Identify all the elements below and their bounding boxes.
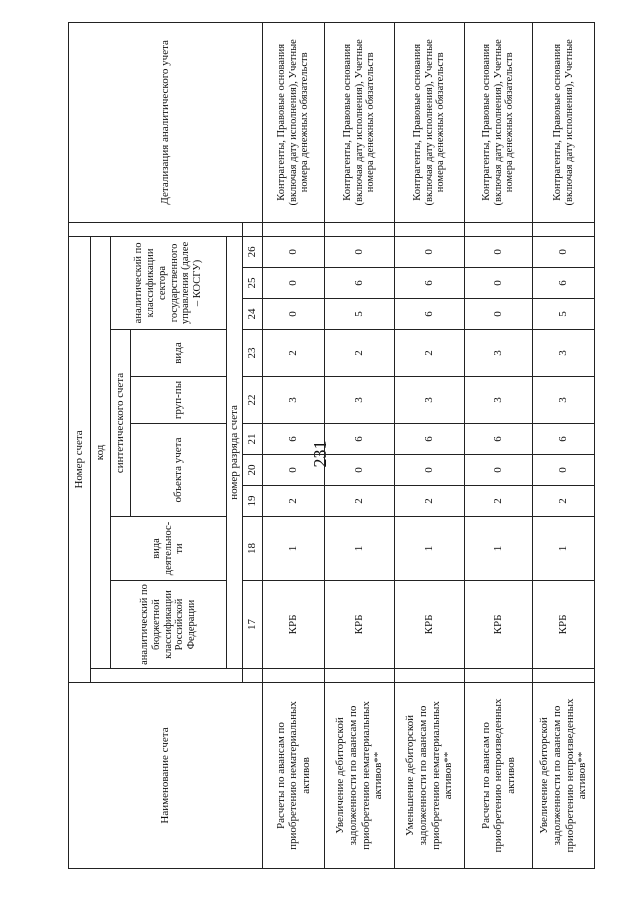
col-number-26: 26 (243, 236, 263, 267)
row-obj-21: 6 (465, 424, 533, 455)
row-krb: КРБ (263, 581, 325, 669)
row-kind: 2 (395, 330, 465, 377)
row-spacer-right (533, 222, 595, 236)
row-group: 3 (395, 377, 465, 424)
row-spacer (533, 669, 595, 683)
col-number-20: 20 (243, 455, 263, 486)
row-kosgu-26: 0 (395, 236, 465, 267)
row-kosgu-25: 0 (263, 268, 325, 299)
col-number-spacer (243, 669, 263, 683)
header-spacer (69, 222, 243, 236)
row-kosgu-26: 0 (465, 236, 533, 267)
row-activity: 1 (395, 517, 465, 581)
account-table (68, 22, 595, 869)
row-group: 3 (325, 377, 395, 424)
header-account-number: Номер счета (69, 236, 91, 682)
row-spacer (465, 669, 533, 683)
header-account-object: объекта учета (131, 424, 227, 517)
row-spacer-right (395, 222, 465, 236)
row-obj-20: 0 (325, 455, 395, 486)
row-group: 3 (533, 377, 595, 424)
row-obj-19: 2 (533, 486, 595, 517)
row-activity: 1 (465, 517, 533, 581)
account-table-rotated (68, 23, 589, 869)
row-obj-19: 2 (325, 486, 395, 517)
row-kosgu-25: 6 (533, 268, 595, 299)
row-kosgu-25: 6 (325, 268, 395, 299)
row-obj-20: 0 (533, 455, 595, 486)
header-kind: вида (131, 330, 227, 377)
header-left-spacer (91, 669, 243, 683)
row-obj-21: 6 (395, 424, 465, 455)
row-kind: 2 (325, 330, 395, 377)
row-kosgu-26: 0 (325, 236, 395, 267)
row-activity: 1 (263, 517, 325, 581)
row-obj-21: 6 (263, 424, 325, 455)
row-account-name: Увеличение дебиторской задолженности по авансам по приобретению нематериальных активов** (325, 683, 395, 869)
row-group: 3 (263, 377, 325, 424)
header-activity-type: вида деятельнос-ти (111, 517, 227, 581)
row-detail: Контрагенты, Правовые основания (включая дату исполнения), Учетные номера денежных обязательств (263, 22, 325, 222)
header-digit-number: номер разряда счета (227, 236, 243, 668)
row-account-name: Расчеты по авансам по приобретению нематериальных активов (263, 683, 325, 869)
table-row (263, 22, 325, 868)
col-number-25: 25 (243, 268, 263, 299)
row-obj-19: 2 (395, 486, 465, 517)
row-kosgu-24: 5 (325, 299, 395, 330)
row-detail: Контрагенты, Правовые основания (включая дату исполнения), Учетные номера денежных обязательств (395, 22, 465, 222)
row-kosgu-25: 0 (465, 268, 533, 299)
col-number-18: 18 (243, 517, 263, 581)
row-obj-20: 0 (263, 455, 325, 486)
row-kind: 2 (263, 330, 325, 377)
row-kosgu-24: 6 (395, 299, 465, 330)
header-detail: Детализация аналитического учета (69, 22, 263, 222)
row-detail: Контрагенты, Правовые основания (включая дату исполнения), Учетные номера денежных обязательств (465, 22, 533, 222)
row-krb: КРБ (395, 581, 465, 669)
col-number-23: 23 (243, 330, 263, 377)
account-table-container (68, 23, 589, 869)
row-activity: 1 (533, 517, 595, 581)
row-kosgu-26: 0 (263, 236, 325, 267)
row-activity: 1 (325, 517, 395, 581)
col-number-19: 19 (243, 486, 263, 517)
row-account-name: Уменьшение дебиторской задолженности по авансам по приобретению нематериальных активов** (395, 683, 465, 869)
row-obj-19: 2 (465, 486, 533, 517)
row-krb: КРБ (325, 581, 395, 669)
row-kind: 3 (465, 330, 533, 377)
row-kosgu-26: 0 (533, 236, 595, 267)
row-account-name: Расчеты по авансам по приобретению непроизведенных активов (465, 683, 533, 869)
header-account-name: Наименование счета (69, 683, 263, 869)
table-row (325, 22, 395, 868)
col-number-24: 24 (243, 299, 263, 330)
row-spacer-right (465, 222, 533, 236)
row-kosgu-25: 6 (395, 268, 465, 299)
row-spacer (263, 669, 325, 683)
row-krb: КРБ (465, 581, 533, 669)
row-kosgu-24: 0 (465, 299, 533, 330)
row-kosgu-24: 0 (263, 299, 325, 330)
row-account-name: Увеличение дебиторской задолженности по авансам по приобретению непроизведенных активов** (533, 683, 595, 869)
col-number-17: 17 (243, 581, 263, 669)
header-code: код (91, 236, 111, 668)
row-krb: КРБ (533, 581, 595, 669)
table-row (465, 22, 533, 868)
row-spacer-right (263, 222, 325, 236)
row-spacer-right (325, 222, 395, 236)
header-kosgu: аналитический по классификации сектора государственного управления (далее – КОСГУ) (111, 236, 227, 329)
row-spacer (395, 669, 465, 683)
row-obj-21: 6 (533, 424, 595, 455)
row-detail: Контрагенты, Правовые основания (включая дату исполнения), Учетные (533, 22, 595, 222)
col-number-spacer-right (243, 222, 263, 236)
col-number-21: 21 (243, 424, 263, 455)
row-obj-19: 2 (263, 486, 325, 517)
row-kosgu-24: 5 (533, 299, 595, 330)
row-obj-20: 0 (465, 455, 533, 486)
table-row (395, 22, 465, 868)
col-number-22: 22 (243, 377, 263, 424)
header-group: груп-пы (131, 377, 227, 424)
row-obj-21: 6 (325, 424, 395, 455)
page-number: 231 (310, 440, 330, 468)
table-row (533, 22, 595, 868)
header-analytical-budget: аналитический по бюджетной классификации Российской Федерации (111, 581, 227, 669)
row-obj-20: 0 (395, 455, 465, 486)
row-spacer (325, 669, 395, 683)
row-detail: Контрагенты, Правовые основания (включая дату исполнения), Учетные номера денежных обязательств (325, 22, 395, 222)
row-kind: 3 (533, 330, 595, 377)
header-synthetic: синтетического счета (111, 330, 131, 517)
row-group: 3 (465, 377, 533, 424)
